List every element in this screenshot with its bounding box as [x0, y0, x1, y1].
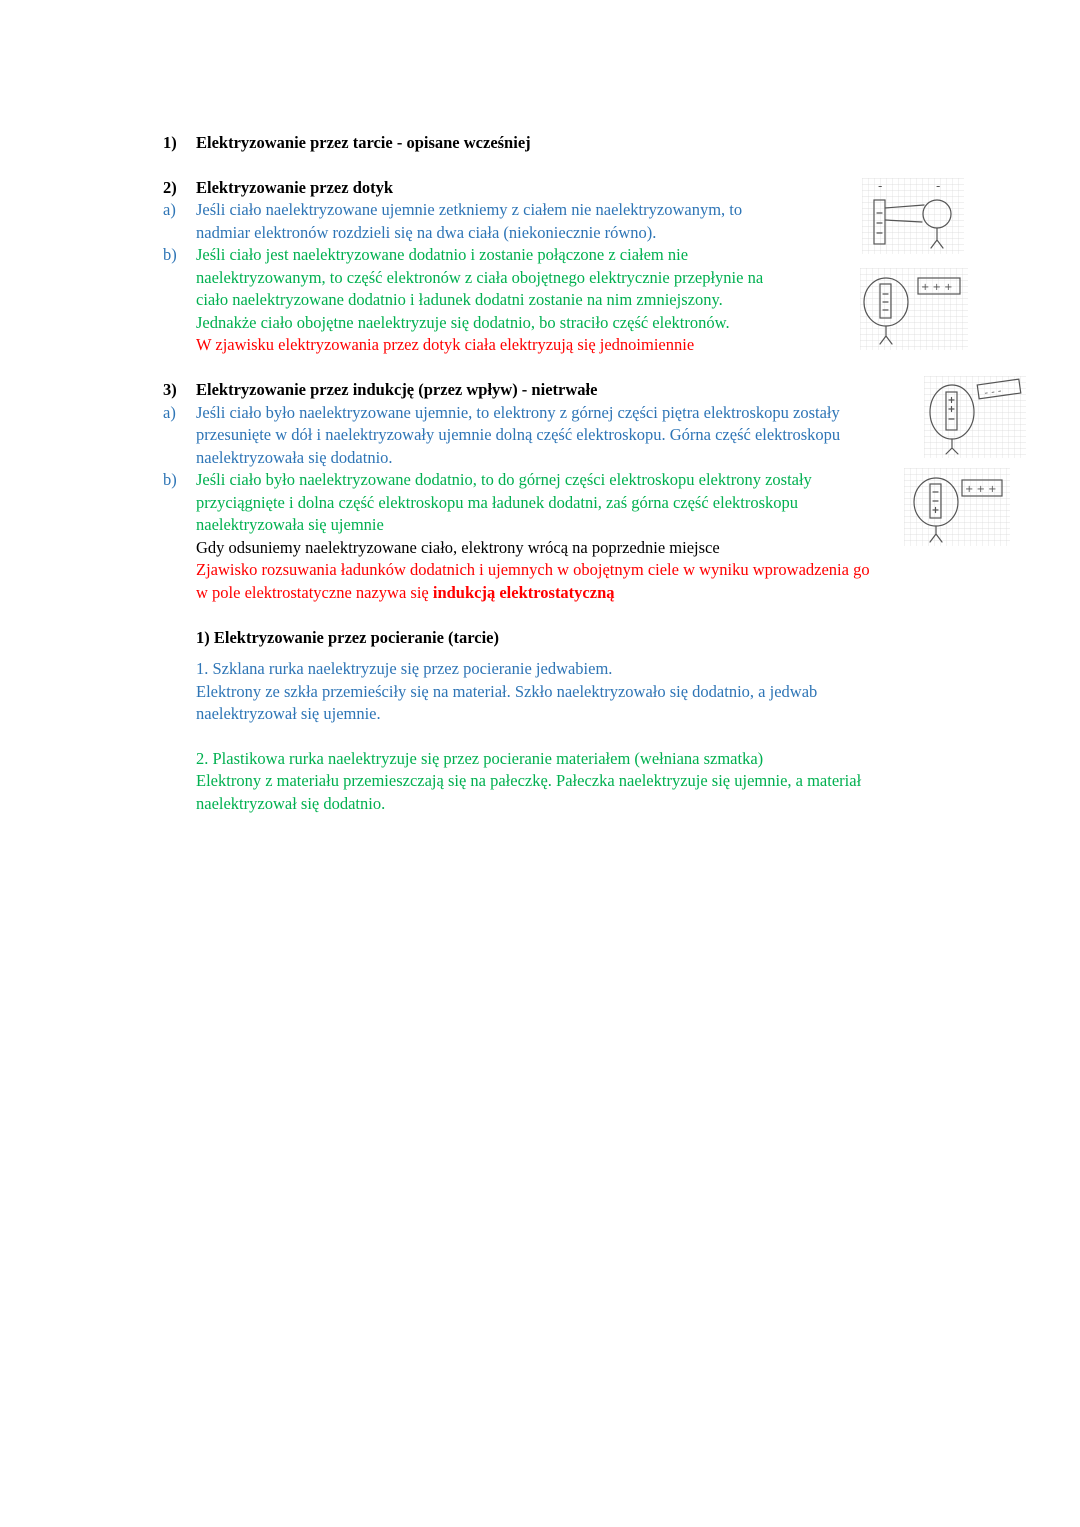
section-1-number: 1) — [163, 133, 177, 152]
sketch-touch-positive — [860, 268, 968, 350]
section-2-number: 2) — [163, 178, 177, 197]
section-3-b-line: Jeśli ciało było naelektryzowane dodatnio, to do górnej części elektroskopu elektrony zostały — [196, 470, 812, 489]
sketch-plus-label: + + + — [965, 484, 997, 495]
section-2-a-line: Jeśli ciało naelektryzowane ujemnie zetkniemy z ciałem nie naelektryzowanym, to — [196, 200, 743, 219]
section-4-title: 1) Elektryzowanie przez pocieranie (tarcie) — [196, 628, 500, 647]
section-2-b-line: Jeśli ciało jest naelektryzowane dodatnio i zostanie połączone z ciałem nie — [196, 245, 689, 264]
section-2-rule: W zjawisku elektryzowania przez dotyk ciała elektryzują się jednoimiennie — [196, 335, 695, 354]
section-2-a-line: nadmiar elektronów rozdzieli się na dwa ciała (niekoniecznie równo). — [196, 223, 657, 242]
section-2-title: Elektryzowanie przez dotyk — [196, 178, 394, 197]
definition-prefix: w pole elektrostatyczne nazywa się — [196, 583, 433, 602]
paragraph-2-line: naelektryzował się dodatnio. — [196, 794, 386, 813]
sketch-minus: - — [878, 179, 883, 193]
sketch-plus-label: + + + — [921, 282, 953, 293]
definition-term: indukcją elektrostatyczną — [432, 583, 615, 602]
sketch-minus-label: - - - — [983, 385, 1003, 400]
section-3-a-line: naelektryzowała się dodatnio. — [196, 448, 393, 467]
section-2-b-line: naelektryzowanym, to część elektronów z ciała obojętnego elektrycznie przepłynie na — [196, 268, 764, 287]
section-3-a-line: przesunięte w dół i naelektryzowały ujemnie dolną część elektroskopu. Górna część elektroskopu — [196, 425, 841, 444]
sketch-induction-positive — [904, 468, 1010, 546]
sketch-touch-negative — [862, 178, 964, 254]
section-3-a-line: Jeśli ciało było naelektryzowane ujemnie, to elektrony z górnej części piętra elektroskopu zostały — [196, 403, 840, 422]
paragraph-2-line: 2. Plastikowa rurka naelektryzuje się przez pocieranie materiałem (wełniana szmatka) — [196, 749, 764, 768]
section-2-b-marker: b) — [163, 245, 177, 264]
paragraph-1-line: 1. Szklana rurka naelektryzuje się przez pocieranie jedwabiem. — [196, 659, 613, 678]
sketch-minus: - — [936, 179, 941, 193]
section-3-definition: Zjawisko rozsuwania ładunków dodatnich i ujemnych w obojętnym ciele w wyniku wprowadzenia go — [196, 560, 870, 579]
section-3-number: 3) — [163, 380, 177, 399]
section-3-a-marker: a) — [163, 403, 176, 422]
section-3-b-line: naelektryzowała się ujemnie — [196, 515, 384, 534]
section-1-title: Elektryzowanie przez tarcie - opisane wcześniej — [196, 133, 531, 152]
paragraph-1-line: Elektrony ze szkła przemieściły się na materiał. Szkło naelektryzowało się dodatnio, a jedwab — [196, 682, 818, 701]
section-2-a-marker: a) — [163, 200, 176, 219]
section-3-note: Gdy odsuniemy naelektryzowane ciało, elektrony wrócą na poprzednie miejsce — [196, 538, 720, 557]
paragraph-2-line: Elektrony z materiału przemieszczają się na pałeczkę. Pałeczka naelektryzuje się ujemnie, a materiał — [196, 771, 862, 790]
sketch-induction-negative — [924, 376, 1026, 458]
section-2-b-line: ciało naelektryzowane dodatnio i ładunek dodatni zostanie na nim zmniejszony. — [196, 290, 723, 309]
section-3-b-line: przyciągnięte i dolna część elektroskopu ma ładunek dodatni, zaś górna część elektroskopu — [196, 493, 799, 512]
paragraph-1-line: naelektryzował się ujemnie. — [196, 704, 381, 723]
section-2-b-line: Jednakże ciało obojętne naelektryzuje się dodatnio, bo straciło część elektronów. — [196, 313, 730, 332]
section-3-title: Elektryzowanie przez indukcję (przez wpływ) - nietrwałe — [196, 380, 598, 399]
section-3-b-marker: b) — [163, 470, 177, 489]
section-3-definition-line2 — [196, 582, 615, 605]
